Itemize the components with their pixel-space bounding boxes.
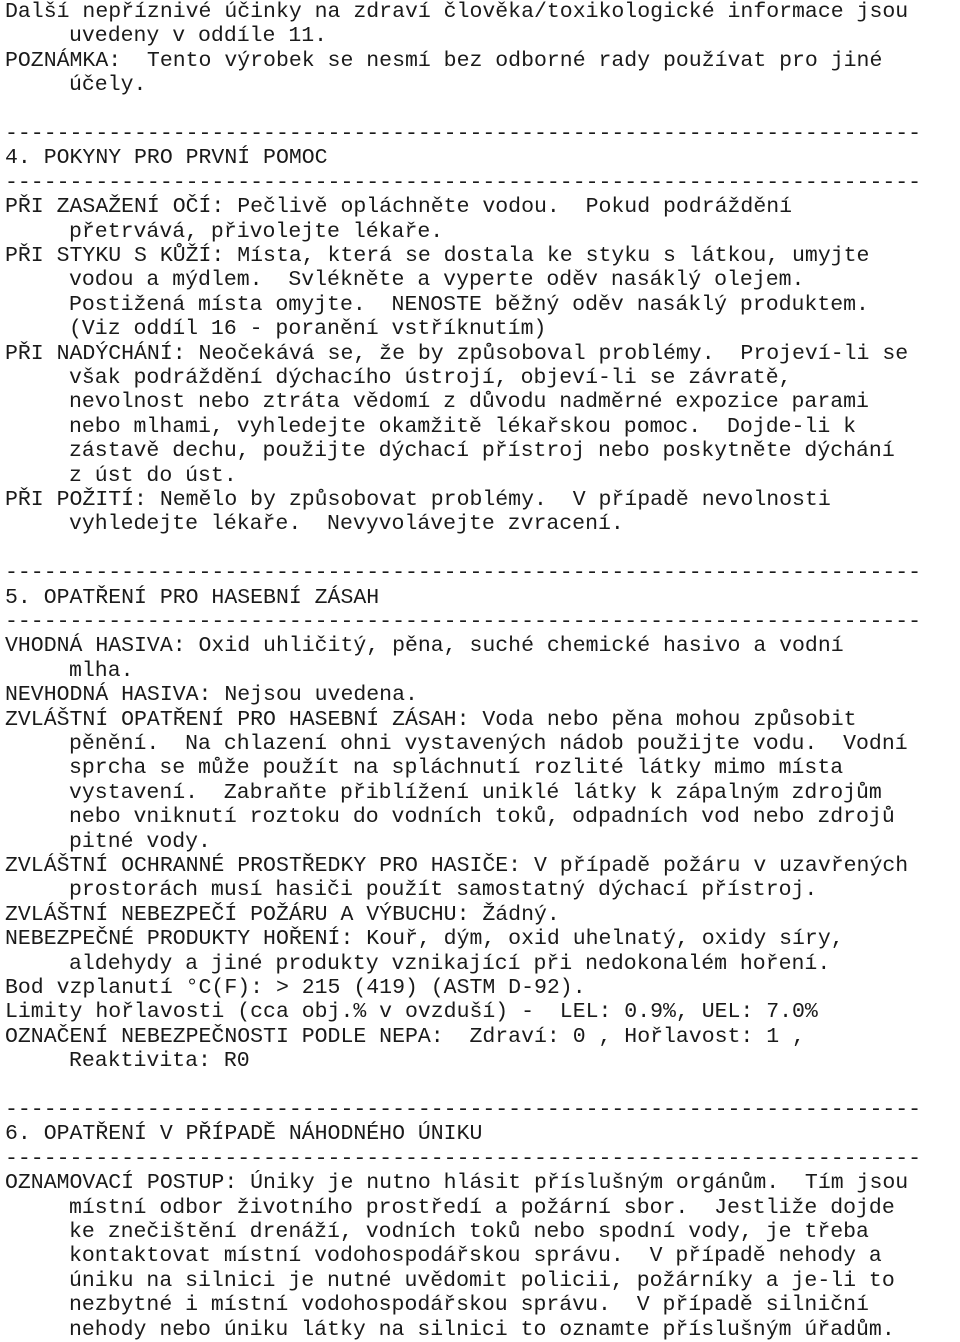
section-divider: ----------------------------------------------------------------------- <box>5 561 922 586</box>
flammability-limits-line: Limity hořlavosti (cca obj.% v ovzduší) - LEL: 0.9%, UEL: 7.0% <box>5 1000 818 1025</box>
nfpa-rating-line: OZNAČENÍ NEBEZPEČNOSTI PODLE NEPA: Zdraví: 0 , Hořlavost: 1 , <box>5 1024 805 1049</box>
notification-line: OZNAMOVACÍ POSTUP: Úniky je nutno hlásit příslušným orgánům. Tím jsou <box>5 1171 909 1196</box>
inhalation-line: nebo mlhami, vyhledejte okamžitě lékařskou pomoc. Dojde-li k <box>69 414 857 439</box>
suitable-media-line: VHODNÁ HASIVA: Oxid uhličitý, pěna, suché chemické hasivo a vodní <box>5 634 844 659</box>
section-6-heading: 6. OPATŘENÍ V PŘÍPADĚ NÁHODNÉHO ÚNIKU <box>5 1122 483 1147</box>
section-divider: ----------------------------------------------------------------------- <box>5 170 922 195</box>
unsuitable-media-line: NEVHODNÁ HASIVA: Nejsou uvedena. <box>5 683 418 708</box>
section-5-heading: 5. OPATŘENÍ PRO HASEBNÍ ZÁSAH <box>5 585 380 610</box>
notification-line: místní odbor životního prostředí a požární sbor. Jestliže dojde <box>69 1195 895 1220</box>
special-measures-line: nebo vniknutí roztoku do vodních toků, odpadních vod nebo zdrojů <box>69 805 895 830</box>
inhalation-line: však podráždění dýchacího ústrojí, objeví-li se závratě, <box>69 366 792 390</box>
combustion-products-line: aldehydy a jiné produkty vznikající při nedokonalém hoření. <box>69 951 831 976</box>
eye-contact-line: PŘI ZASAŽENÍ OČÍ: Pečlivě opláchněte vodou. Pokud podráždění <box>5 195 793 220</box>
combustion-products-line: NEBEZPEČNÉ PRODUKTY HOŘENÍ: Kouř, dým, oxid uhelnatý, oxidy síry, <box>5 927 844 952</box>
fire-hazard-line: ZVLÁŠTNÍ NEBEZPEČÍ POŽÁRU A VÝBUCHU: Žádný. <box>5 902 560 927</box>
notification-line: úniku na silnici je nutné uvědomit policii, požárníky a je-li to <box>69 1268 895 1293</box>
protective-equipment-line: ZVLÁŠTNÍ OCHRANNÉ PROSTŘEDKY PRO HASIČE: V případě požáru v uzavřených <box>5 854 909 878</box>
note-line: POZNÁMKA: Tento výrobek se nesmí bez odborné rady používat pro jiné <box>5 48 883 73</box>
protective-equipment-line: prostorách musí hasiči použít samostatný dýchací přístroj. <box>69 878 818 903</box>
note-line: účely. <box>69 73 147 98</box>
special-measures-line: vystavení. Zabraňte přiblížení uniklé látky k zápalným zdrojům <box>69 780 882 805</box>
special-measures-line: sprcha se může použít na spláchnutí rozlité látky mimo místa <box>69 756 844 781</box>
ingestion-line: PŘI POŽITÍ: Nemělo by způsobovat problémy. V případě nevolnosti <box>5 488 831 512</box>
special-measures-line: pěnění. Na chlazení ohni vystavených nádob použijte vodu. Vodní <box>69 732 908 756</box>
special-measures-line: ZVLÁŠTNÍ OPATŘENÍ PRO HASEBNÍ ZÁSAH: Voda nebo pěna mohou způsobit <box>5 707 857 732</box>
intro-line: Další nepříznivé účinky na zdraví člověka/toxikologické informace jsou <box>5 0 909 24</box>
skin-contact-line: Postižená místa omyjte. NENOSTE běžný oděv nasáklý produktem. <box>69 292 869 317</box>
notification-line: nehody nebo úniku látky na silnici to oznamte příslušným úřadům. <box>69 1317 895 1342</box>
nfpa-rating-line: Reaktivita: R0 <box>69 1049 250 1074</box>
inhalation-line: PŘI NADÝCHÁNÍ: Neočekává se, že by způsoboval problémy. Projeví-li se <box>5 341 909 366</box>
section-divider: ----------------------------------------------------------------------- <box>5 1098 922 1122</box>
notification-line: ke znečištění drenáží, vodních toků nebo spodní vody, je třeba <box>69 1220 869 1244</box>
eye-contact-line: přetrvává, přivolejte lékaře. <box>69 219 444 244</box>
ingestion-line: vyhledejte lékaře. Nevyvolávejte zvracení. <box>69 512 624 537</box>
inhalation-line: z úst do úst. <box>69 463 237 488</box>
suitable-media-line: mlha. <box>69 658 134 683</box>
notification-line: nezbytné i místní vodohospodářskou správu. V případě silniční <box>69 1293 869 1318</box>
section-divider: ----------------------------------------------------------------------- <box>5 122 922 146</box>
section-divider: ----------------------------------------------------------------------- <box>5 610 922 634</box>
flash-point-line: Bod vzplanutí °C(F): > 215 (419) (ASTM D-92). <box>5 976 586 1000</box>
skin-contact-line: vodou a mýdlem. Svlékněte a vyperte oděv nasáklý olejem. <box>69 268 805 293</box>
section-4-heading: 4. POKYNY PRO PRVNÍ POMOC <box>5 146 328 171</box>
intro-line: uvedeny v oddíle 11. <box>69 24 328 49</box>
section-divider: ----------------------------------------------------------------------- <box>5 1146 922 1171</box>
inhalation-line: nevolnost nebo ztráta vědomí z důvodu nadměrné expozice parami <box>69 390 869 415</box>
notification-line: kontaktovat místní vodohospodářskou správu. V případě nehody a <box>69 1244 882 1269</box>
skin-contact-line: (Viz oddíl 16 - poranění vstříknutím) <box>69 317 547 342</box>
special-measures-line: pitné vody. <box>69 829 211 854</box>
inhalation-line: zástavě dechu, použijte dýchací přístroj nebo poskytněte dýchání <box>69 439 895 464</box>
skin-contact-line: PŘI STYKU S KŮŽÍ: Místa, která se dostala ke styku s látkou, umyjte <box>5 244 870 268</box>
